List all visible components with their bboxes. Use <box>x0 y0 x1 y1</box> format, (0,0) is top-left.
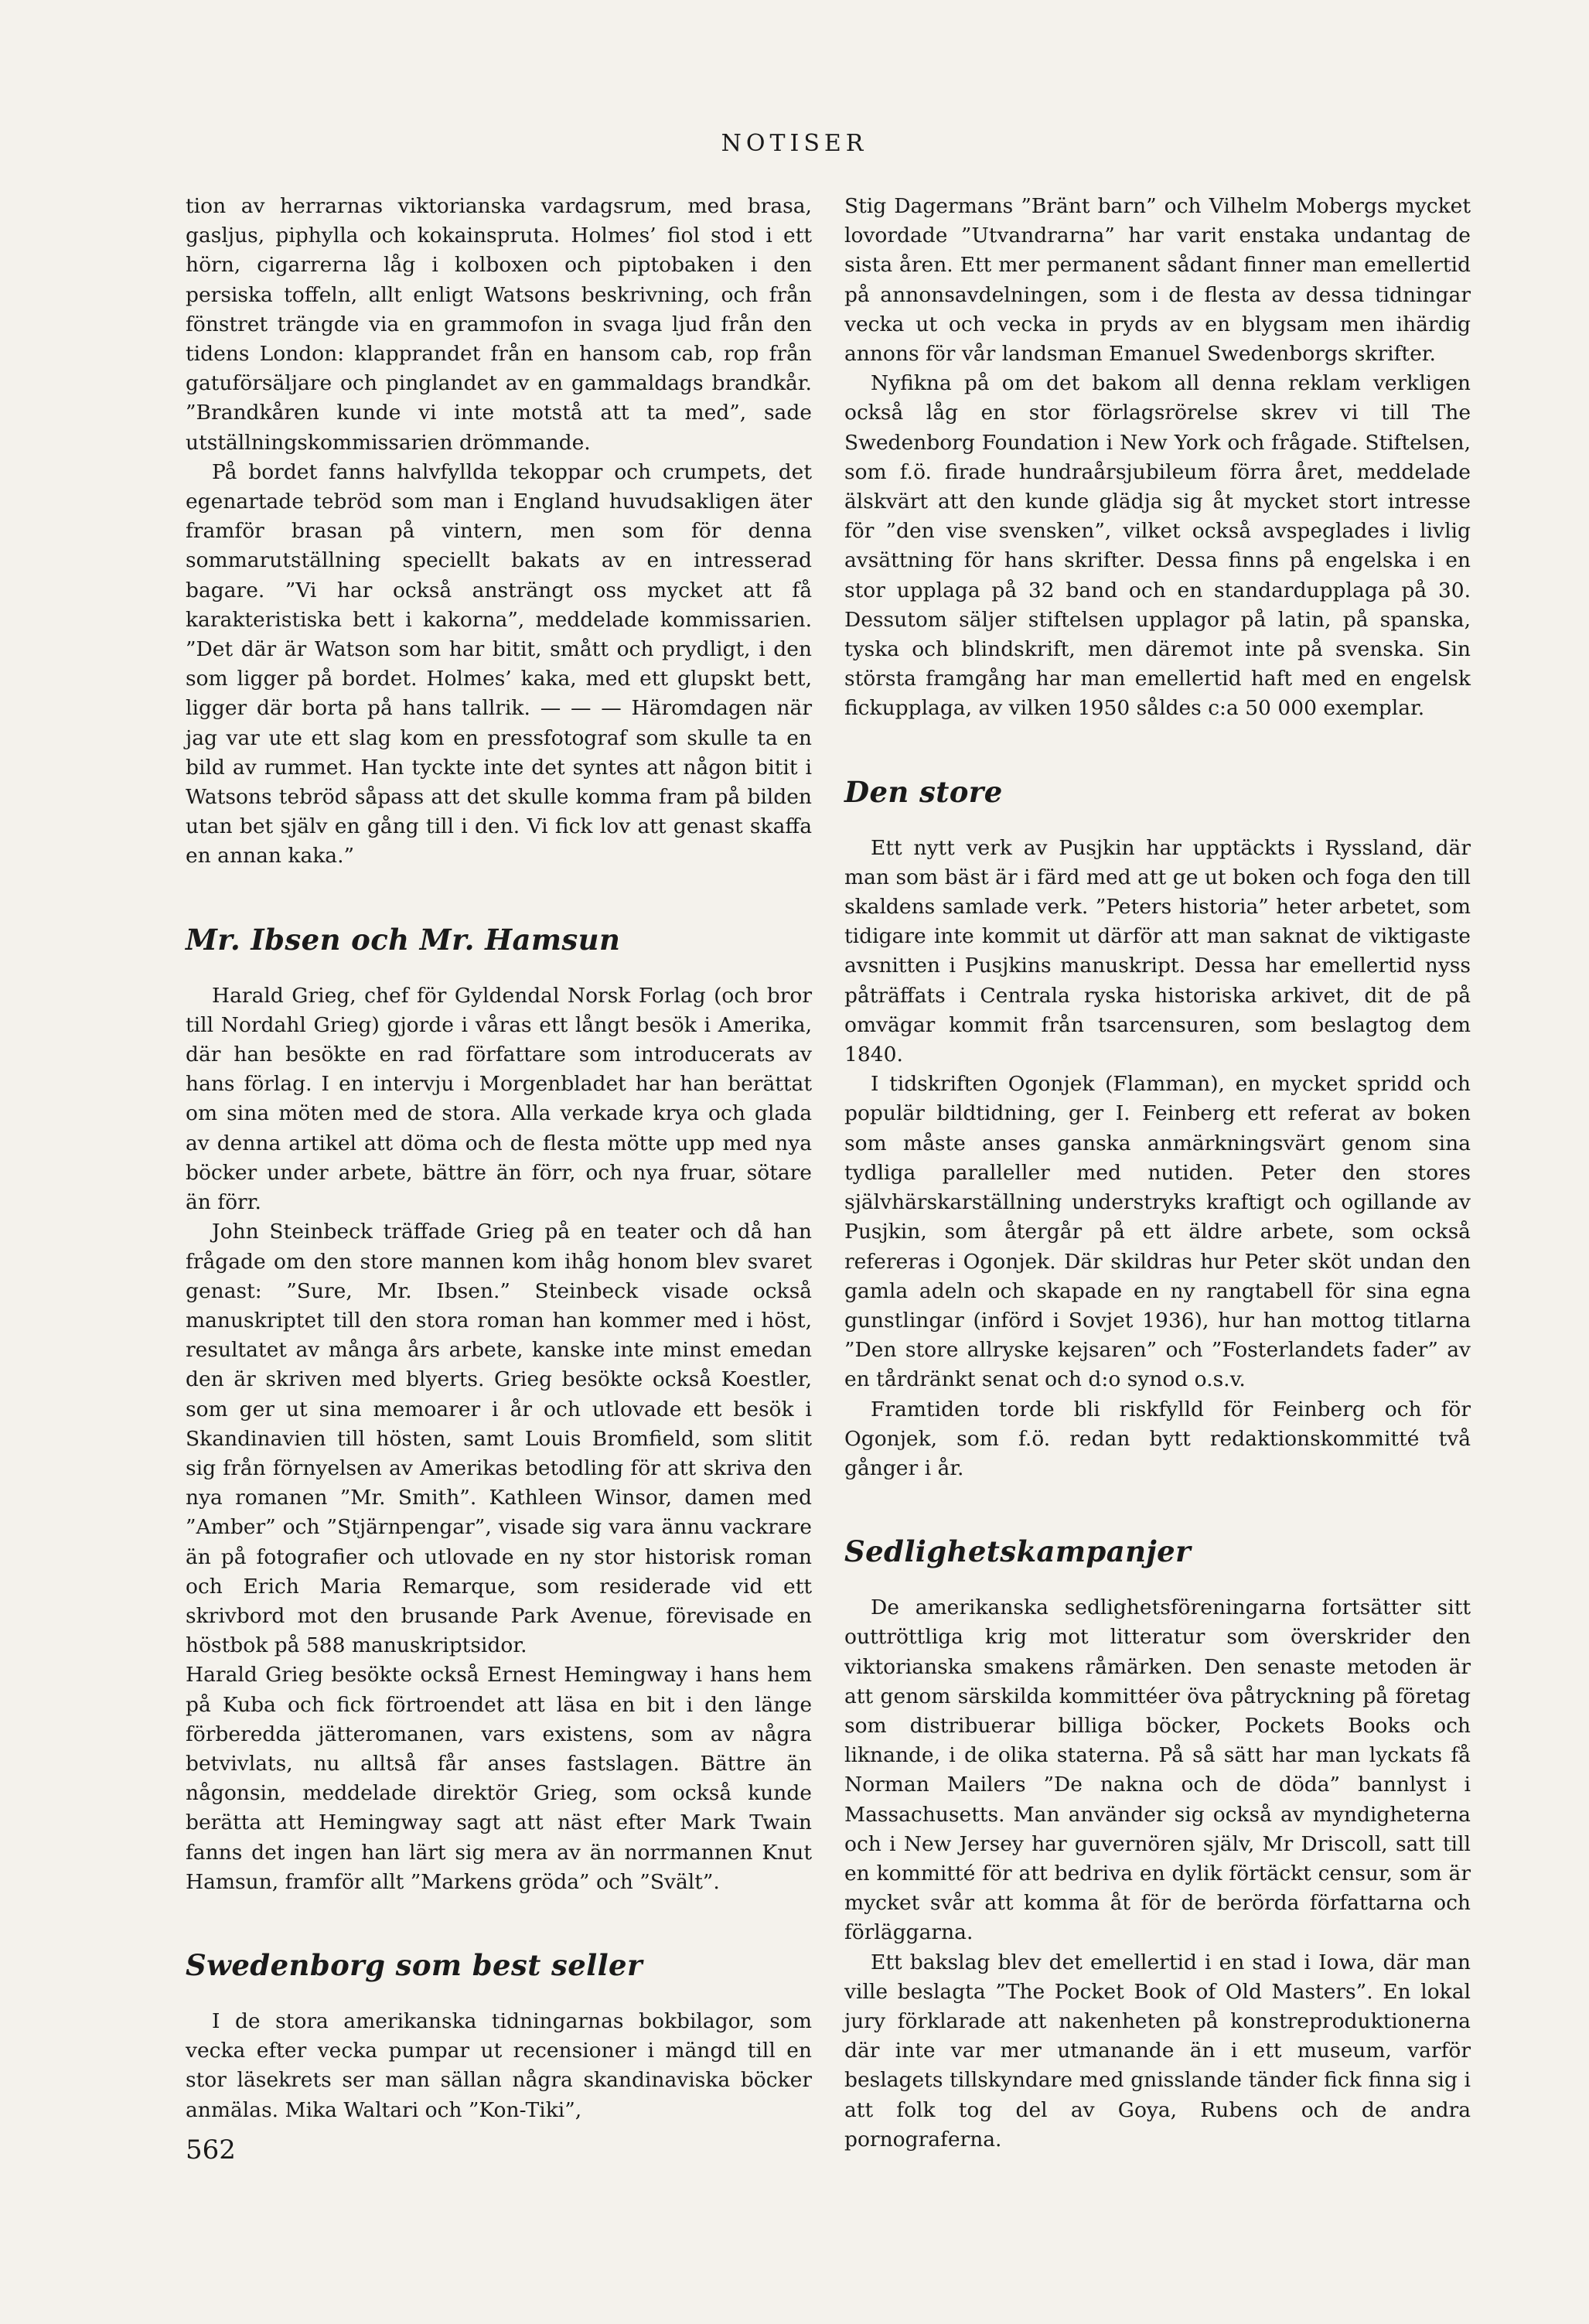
running-head: NOTISER <box>721 130 868 157</box>
paragraph: Ett bakslag blev det emellertid i en stad i Iowa, där man ville beslagta ”The Pocket Book of Old Masters”. En lokal jury förklarade att nakenheten på konstreproduktionerna där inte var mer utmanande än i ett museum, varför beslagets tillskyndare med gnisslande tänder fick finna sig i att folk tog del av Goya, Rubens och de andra pornograferna. <box>844 1950 1471 2152</box>
paragraph: På bordet fanns halvfyllda tekoppar och crumpets, det egenartade tebröd som man i England huvudsakligen äter framför brasan på vintern, men som för denna sommarutställning speciellt bakats av en intresserad bagare. ”Vi har också ansträngt oss mycket att få karakteristiska bett i kakorna”, meddelade kommissarien. ”Det där är Watson som har bitit, smått och prydligt, i den som ligger på bordet. Holmes’ kaka, med ett glupskt bett, ligger där borta på hans tallrik. — — — Häromdagen när jag var ute ett slag kom en pressfotograf som skulle ta en bild av rummet. Han tyckte inte det syntes att någon bitit i Watsons tebröd såpass att det skulle komma fram på bilden utan bet själv en gång till i den. Vi fick lov att genast skaffa en annan kaka.” <box>186 459 812 869</box>
right-column <box>844 192 1471 2155</box>
paragraph: Ett nytt verk av Pusjkin har upptäckts i Ryssland, där man som bäst är i färd med att ge ut boken och foga den till skaldens samlade verk. ”Peters historia” heter arbetet, som tidigare inte kommit ut därför att man saknat de viktigaste avsnitten i Pusjkins manuskript. Dessa har emellertid nyss påträffats i Centrala ryska historiska arkivet, dit de på omvägar kommit från tsarcensuren, som beslagtog dem 1840. <box>844 835 1471 1067</box>
section-heading: Mr. Ibsen och Mr. Hamsun <box>186 922 621 957</box>
paragraph: De amerikanska sedlighetsföreningarna fortsätter sitt outtröttliga krig mot litteratur som överskrider den viktorianska smakens råmärken. Den senaste metoden är att genom särskilda kommittéer öva påtryckning på företag som distribuerar billiga böcker, Pockets Books och liknande, i de olika staterna. På så sätt har man lyckats få Norman Mailers ”De nakna och de döda” bannlyst i Massachusetts. Man använder sig också av myndigheterna och i New Jersey har guvernören själv, Mr Driscoll, satt till en kommitté för att bedriva en dylik förtäckt censur, som är mycket svår att komma åt för de berörda författarna och förläggarna. <box>844 1595 1471 1945</box>
section-heading: Sedlighetskampanjer <box>844 1534 1192 1569</box>
paragraph: Harald Grieg besökte också Ernest Hemingway i hans hem på Kuba och fick förtroendet att läsa en bit i den länge förberedda jätteromanen, vars existens, som av några betvivlats, nu alltså får anses fastslagen. Bättre än någonsin, meddelade direktör Grieg, som också kunde berätta att Hemingway sagt att näst efter Mark Twain fanns det ingen han lärt sig mera av än norrmannen Knut Hamsun, framför allt ”Markens gröda” och ”Svält”. <box>186 1663 812 1894</box>
paragraph: Harald Grieg, chef för Gyldendal Norsk Forlag (och bror till Nordahl Grieg) gjorde i våras ett långt besök i Amerika, där han besökte en rad författare som introducerats av hans förlag. I en intervju i Morgenbladet har han berättat om sina möten med de stora. Alla verkade krya och glada av denna artikel att döma och de flesta mötte upp med nya böcker under arbete, bättre än förr, och nya fruar, sötare än förr. <box>186 983 812 1215</box>
page-number: 562 <box>186 2135 236 2165</box>
section-heading: Swedenborg som best seller <box>186 1947 643 1982</box>
paragraph: Stig Dagermans ”Bränt barn” och Vilhelm Mobergs mycket lovordade ”Utvandrarna” har varit enstaka undantag de sista åren. Ett mer permanent sådant finner man emellertid på annonsavdelningen, som i de flesta av dessa tidningar vecka ut och vecka in pryds av en blygsam men ihärdig annons för vår landsman Emanuel Swedenborgs skrifter. <box>844 194 1471 367</box>
paragraph: Nyfikna på om det bakom all denna reklam verkligen också låg en stor förlagsrörelse skrev vi till The Swedenborg Foundation i New York och frågade. Stiftelsen, som f.ö. firade hundraårsjubileum förra året, meddelade älskvärt att den kunde glädja sig åt mycket stort intresse för ”den vise svensken”, vilket också avspeglades i livlig avsättning för hans skrifter. Dessa finns på engelska i en stor upplaga på 32 band och en standardupplaga på 30. Dessutom säljer stiftelsen upplagor på latin, på spanska, tyska och blindskrift, men däremot inte på svenska. Sin största framgång har man emellertid haft med en engelsk fickupplaga, av vilken 1950 såldes c:a 50 000 exemplar. <box>844 371 1471 721</box>
paragraph: Framtiden torde bli riskfylld för Feinberg och för Ogonjek, som f.ö. redan bytt redaktionskommitté två gånger i år. <box>844 1397 1471 1480</box>
section-heading: Den store <box>844 774 1003 809</box>
left-column <box>186 192 812 2125</box>
paragraph: I de stora amerikanska tidningarnas bokbilagor, som vecka efter vecka pumpar ut recensioner i mängd till en stor läsekrets ser man sällan några skandinaviska böcker anmälas. Mika Waltari och ”Kon-Tiki”, <box>186 2008 812 2122</box>
paragraph: John Steinbeck träffade Grieg på en teater och då han frågade om den store mannen kom ihåg honom blev svaret genast: ”Sure, Mr. Ibsen.” Steinbeck visade också manuskriptet till den stora roman han kommer med i höst, resultatet av många års arbete, kanske inte minst emedan den är skriven med blyerts. Grieg besökte också Koestler, som ger ut sina memoarer i år och utlovade ett besök i Skandinavien till hösten, samt Louis Bromfield, som slitit sig från förnyelsen av Amerikas betodling för att skriva den nya romanen ”Mr. Smith”. Kathleen Winsor, damen med ”Amber” och ”Stjärnpengar”, visade sig vara ännu vackrare än på fotografier och utlovade en ny stor historisk roman och Erich Maria Remarque, som residerade vid ett skrivbord mot den brusande Park Avenue, förevisade en höstbok på 588 manuskriptsidor. <box>186 1220 812 1658</box>
paragraph: I tidskriften Ogonjek (Flamman), en mycket spridd och populär bildtidning, ger I. Feinberg ett referat av boken som måste anses ganska anmärkningsvärt genom sina tydliga paralleller med nutiden. Peter den stores självhärskarställning understryks kraftigt och ogillande av Pusjkin, som återgår på ett äldre arbete, som också refereras i Ogonjek. Där skildras hur Peter sköt undan den gamla adeln och skapade en ny rangtabell för sina egna gunstlingar (införd i Sovjet 1936), hur han mottog titlarna ”Den store allryske kejsaren” och ”Fosterlandets fader” av en tårdränkt senat och d:o synod o.s.v. <box>844 1072 1471 1392</box>
paragraph: tion av herrarnas viktorianska vardagsrum, med brasa, gasljus, piphylla och kokainspruta. Holmes’ fiol stod i ett hörn, cigarrerna låg i kolboxen och piptobaken i den persiska toffeln, allt enligt Watsons beskrivning, och från fönstret trängde via en grammofon in svaga ljud från den tidens London: klapprandet från en hansom cab, rop från gatuförsäljare och pinglandet av en gammaldags brandkår. ”Brandkåren kunde vi inte motstå att ta med”, sade utställningskommissarien drömmande. <box>186 194 812 455</box>
